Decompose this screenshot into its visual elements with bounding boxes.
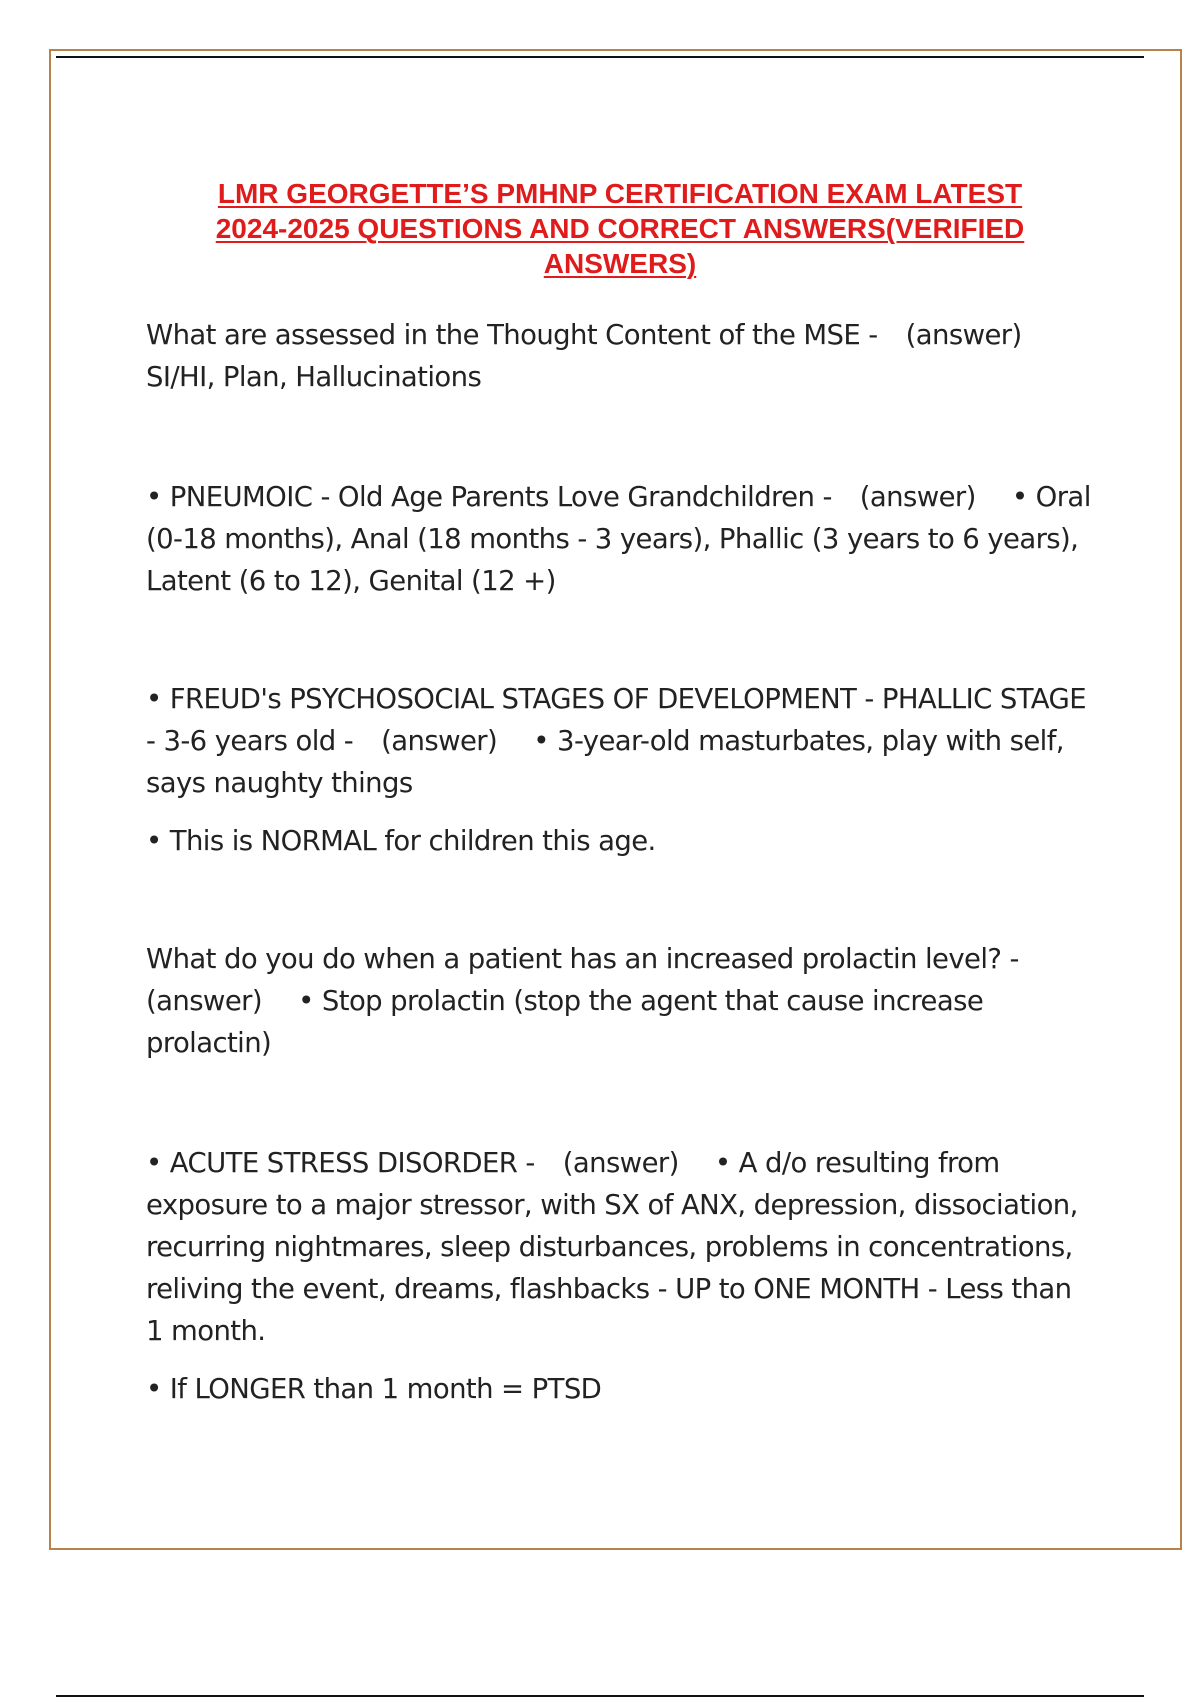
qa-item-5 (146, 1142, 1096, 1410)
answer-text: • A d/o resulting from exposure to a major stressor, with SX of ANX, depression, dissociation, recurring nightmares, sleep disturbances, problems in concentrations, reliving the event, dreams, flashbacks - UP to ONE MONTH - Less than 1 month. (146, 1147, 1078, 1347)
qa-item-4 (146, 938, 1096, 1064)
title-line-2: 2024-2025 QUESTIONS AND CORRECT ANSWERS(VERIFIED (215, 213, 1025, 244)
answer-tag: (answer) (146, 985, 262, 1017)
answer-tag: (answer) (381, 725, 498, 757)
note-text: • If LONGER than 1 month = PTSD (146, 1373, 602, 1405)
qa-item-1 (146, 314, 1096, 398)
qa-item-3 (146, 678, 1096, 862)
answer-tag: (answer) (859, 481, 976, 513)
answer-text: • Stop prolactin (stop the agent that cause increase prolactin) (146, 985, 984, 1059)
question-text: What do you do when a patient has an increased prolactin level? - (146, 943, 1019, 975)
answer-text: • 3-year-old masturbates, play with self, says naughty things (146, 725, 1064, 799)
question-text: What are assessed in the Thought Content of the MSE - (146, 319, 878, 351)
answer-tag: (answer) (905, 319, 1022, 351)
note-text: • This is NORMAL for children this age. (146, 825, 656, 857)
qa-item-2 (146, 476, 1096, 602)
bottom-rule (56, 1695, 1144, 1697)
question-text: • ACUTE STRESS DISORDER - (146, 1147, 535, 1179)
document-title (160, 176, 1080, 281)
answer-tag: (answer) (562, 1147, 679, 1179)
title-line-3: ANSWERS) (543, 248, 697, 279)
title-line-1: LMR GEORGETTE’S PMHNP CERTIFICATION EXAM LATEST (217, 178, 1023, 209)
question-text: • FREUD's PSYCHOSOCIAL STAGES OF DEVELOPMENT - PHALLIC STAGE - 3-6 years old - (146, 683, 1086, 757)
answer-text: • Oral (0-18 months), Anal (18 months - 3 years), Phallic (3 years to 6 years), Latent (6 to 12), Genital (12 +) (146, 481, 1091, 597)
question-text: • PNEUMOIC - Old Age Parents Love Grandchildren - (146, 481, 832, 513)
answer-text: SI/HI, Plan, Hallucinations (146, 361, 482, 393)
